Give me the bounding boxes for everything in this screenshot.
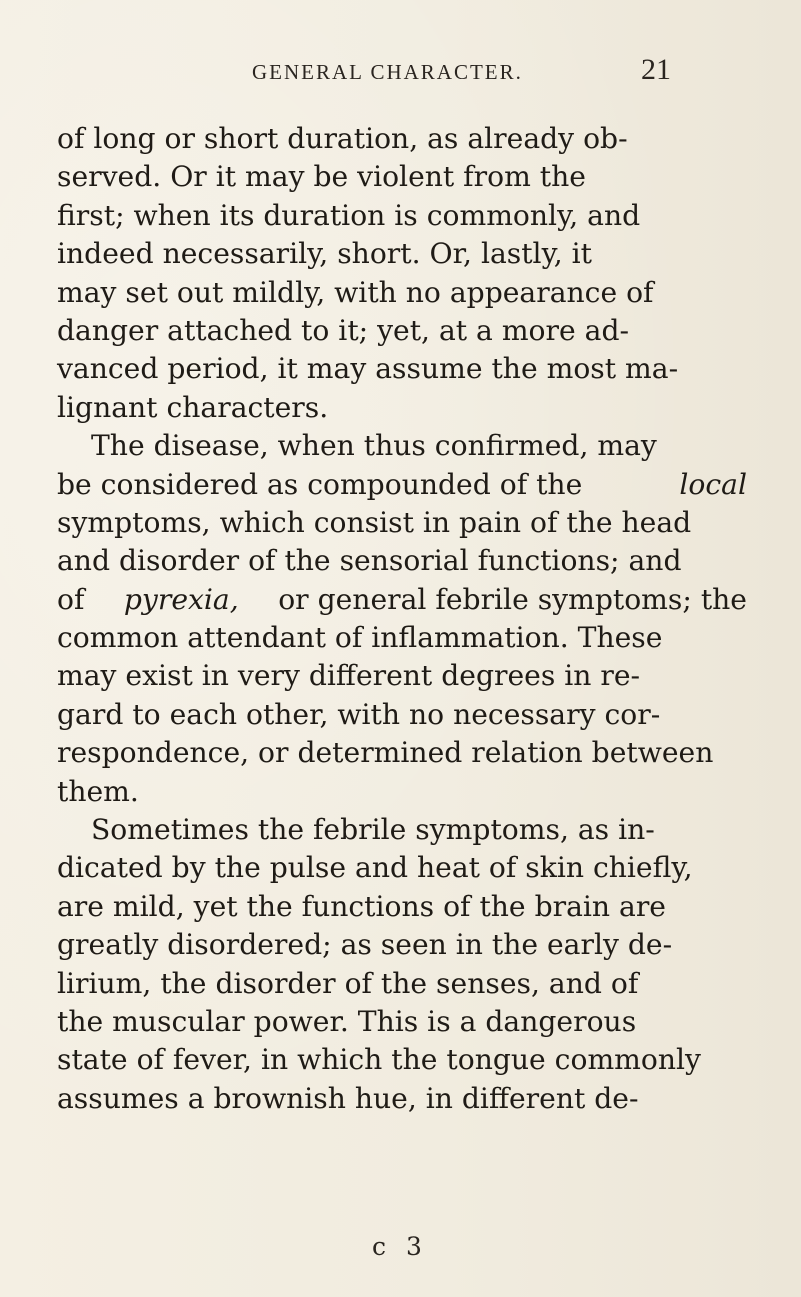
text-line: the muscular power. This is a dangerous bbox=[57, 1004, 637, 1038]
text-line: served. Or it may be violent from the bbox=[57, 160, 586, 194]
running-title: GENERAL CHARACTER. bbox=[252, 60, 523, 84]
text-line: assumes a brownish hue, in different de- bbox=[57, 1081, 639, 1115]
text-line: of long or short duration, as already ob- bbox=[57, 122, 628, 155]
text-line: common attendant of inflammation. These bbox=[57, 621, 663, 655]
text-line: state of fever, in which the tongue commonly bbox=[57, 1043, 701, 1077]
text-line: indeed necessarily, short. Or, lastly, it bbox=[57, 237, 593, 271]
text-line: respondence, or determined relation between bbox=[57, 736, 714, 770]
text-line: greatly disordered; as seen in the early de- bbox=[57, 928, 673, 962]
signature-mark: c 3 bbox=[372, 1232, 428, 1261]
text-line: may exist in very different degrees in re- bbox=[57, 659, 641, 693]
text-line: lirium, the disorder of the senses, and of bbox=[57, 966, 639, 1000]
text-line: may set out mildly, with no appearance of bbox=[57, 275, 654, 309]
text-line: first; when its duration is commonly, and bbox=[57, 198, 641, 232]
text-line: them. bbox=[57, 774, 139, 808]
text-line: be considered as compounded of the local bbox=[57, 466, 747, 504]
text-line: The disease, when thus confirmed, may bbox=[91, 429, 657, 463]
running-head bbox=[0, 50, 801, 90]
text-line: lignant characters. bbox=[57, 390, 329, 424]
text-line: of pyrexia, or general febrile symptoms; the bbox=[57, 581, 747, 619]
text-line: vanced period, it may assume the most ma- bbox=[57, 352, 679, 386]
page-number: 21 bbox=[641, 53, 671, 86]
text-line: Sometimes the febrile symptoms, as in- bbox=[91, 813, 655, 847]
text-line: and disorder of the sensorial functions; and bbox=[57, 544, 682, 578]
text-line: dicated by the pulse and heat of skin chiefly, bbox=[57, 851, 693, 885]
text-line: danger attached to it; yet, at a more ad- bbox=[57, 313, 630, 347]
italic-term-local: local bbox=[679, 467, 747, 501]
text-line: are mild, yet the functions of the brain are bbox=[57, 889, 666, 923]
body-text bbox=[57, 120, 747, 1118]
text-line: gard to each other, with no necessary cor- bbox=[57, 697, 661, 731]
text-line: symptoms, which consist in pain of the head bbox=[57, 505, 692, 539]
italic-term-pyrexia: pyrexia, bbox=[123, 582, 239, 616]
